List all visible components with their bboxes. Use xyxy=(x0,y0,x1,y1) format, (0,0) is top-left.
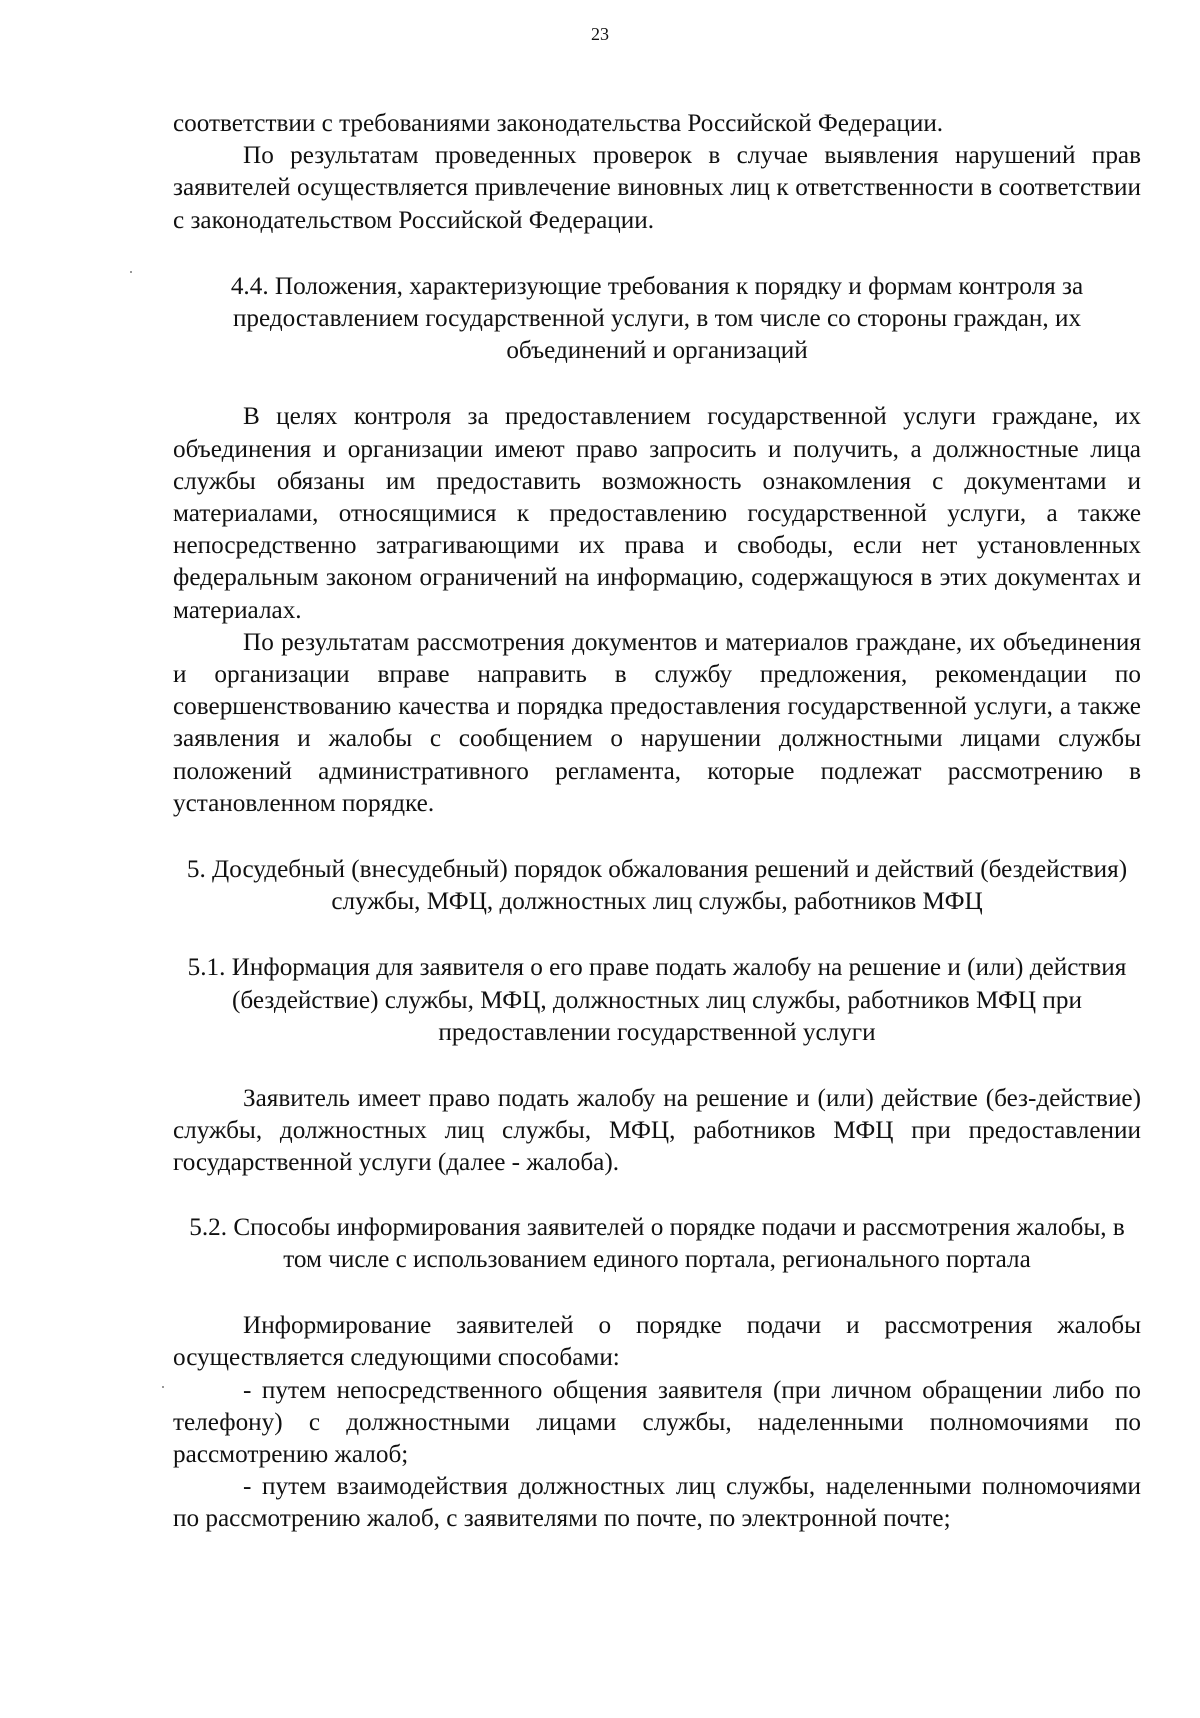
section-heading-5-2: 5.2. Способы информирования заявителей о порядке подачи и рассмотрения жалобы, в том числе с использованием единого портала, регионального портала xyxy=(189,1213,1125,1273)
list-item-direct-contact: - путем непосредственного общения заявителя (при личном обращении либо по телефону) с должностными лицами службы, наделенными полномочиями по рассмотрению жалоб; xyxy=(173,1376,1141,1468)
page-number: 23 xyxy=(591,24,609,44)
section-heading-4-4: 4.4. Положения, характеризующие требования к порядку и формам контроля за предоставлением государственной услуги, в том числе со стороны граждан, их объединений и организаций xyxy=(230,272,1084,365)
paragraph-informing-methods: Информирование заявителей о порядке подачи и рассмотрения жалобы осуществляется следующими способами: xyxy=(173,1312,1141,1372)
list-item-mail-contact: - путем взаимодействия должностных лиц службы, наделенными полномочиями по рассмотрению жалоб, с заявителями по почте, по электронной почте; xyxy=(173,1473,1141,1533)
scan-artifact xyxy=(130,271,132,273)
section-heading-5-1: 5.1. Информация для заявителя о его праве подать жалобу на решение и (или) действия (бездействие) службы, МФЦ, должностных лиц службы, работников МФЦ при предоставлении государственной услуги xyxy=(187,954,1127,1046)
paragraph-continuation: соответствии с требованиями законодательства Российской Федерации. xyxy=(173,110,944,137)
paragraph-citizen-control: В целях контроля за предоставлением государственной услуги граждане, их объединения и организации имеют право запросить и получить, а должностные лица службы обязаны им предоставить возможность ознакомления с документами и материалами, относящимися к предоставлению государственной услуги, а также непосредственно затрагивающими их права и свободы, если нет установленных федеральным законом ограничений на информацию, содержащуюся в этих документах и материалах. xyxy=(173,403,1141,624)
paragraph-right-to-complain: Заявитель имеет право подать жалобу на решение и (или) действие (без-действие) службы, должностных лиц службы, МФЦ, работников МФЦ при предоставлении государственной услуги (далее - жалоба). xyxy=(173,1085,1141,1177)
document-body xyxy=(173,108,1141,1536)
section-heading-5: 5. Досудебный (внесудебный) порядок обжалования решений и действий (бездействия) службы, МФЦ, должностных лиц службы, работников МФЦ xyxy=(186,856,1128,916)
paragraph-violations: По результатам проведенных проверок в случае выявления нарушений прав заявителей осуществляется привлечение виновных лиц к ответственности в соответствии с законодательством Российской Федерации. xyxy=(173,142,1141,234)
scan-artifact xyxy=(162,1386,164,1388)
paragraph-proposals: По результатам рассмотрения документов и материалов граждане, их объединения и организации вправе направить в службу предложения, рекомендации по совершенствованию качества и порядка предоставления государственной услуги, а также заявления и жалобы с сообщением о нарушении должностными лицами службы положений административного регламента, которые подлежат рассмотрению в установленном порядке. xyxy=(173,628,1141,817)
